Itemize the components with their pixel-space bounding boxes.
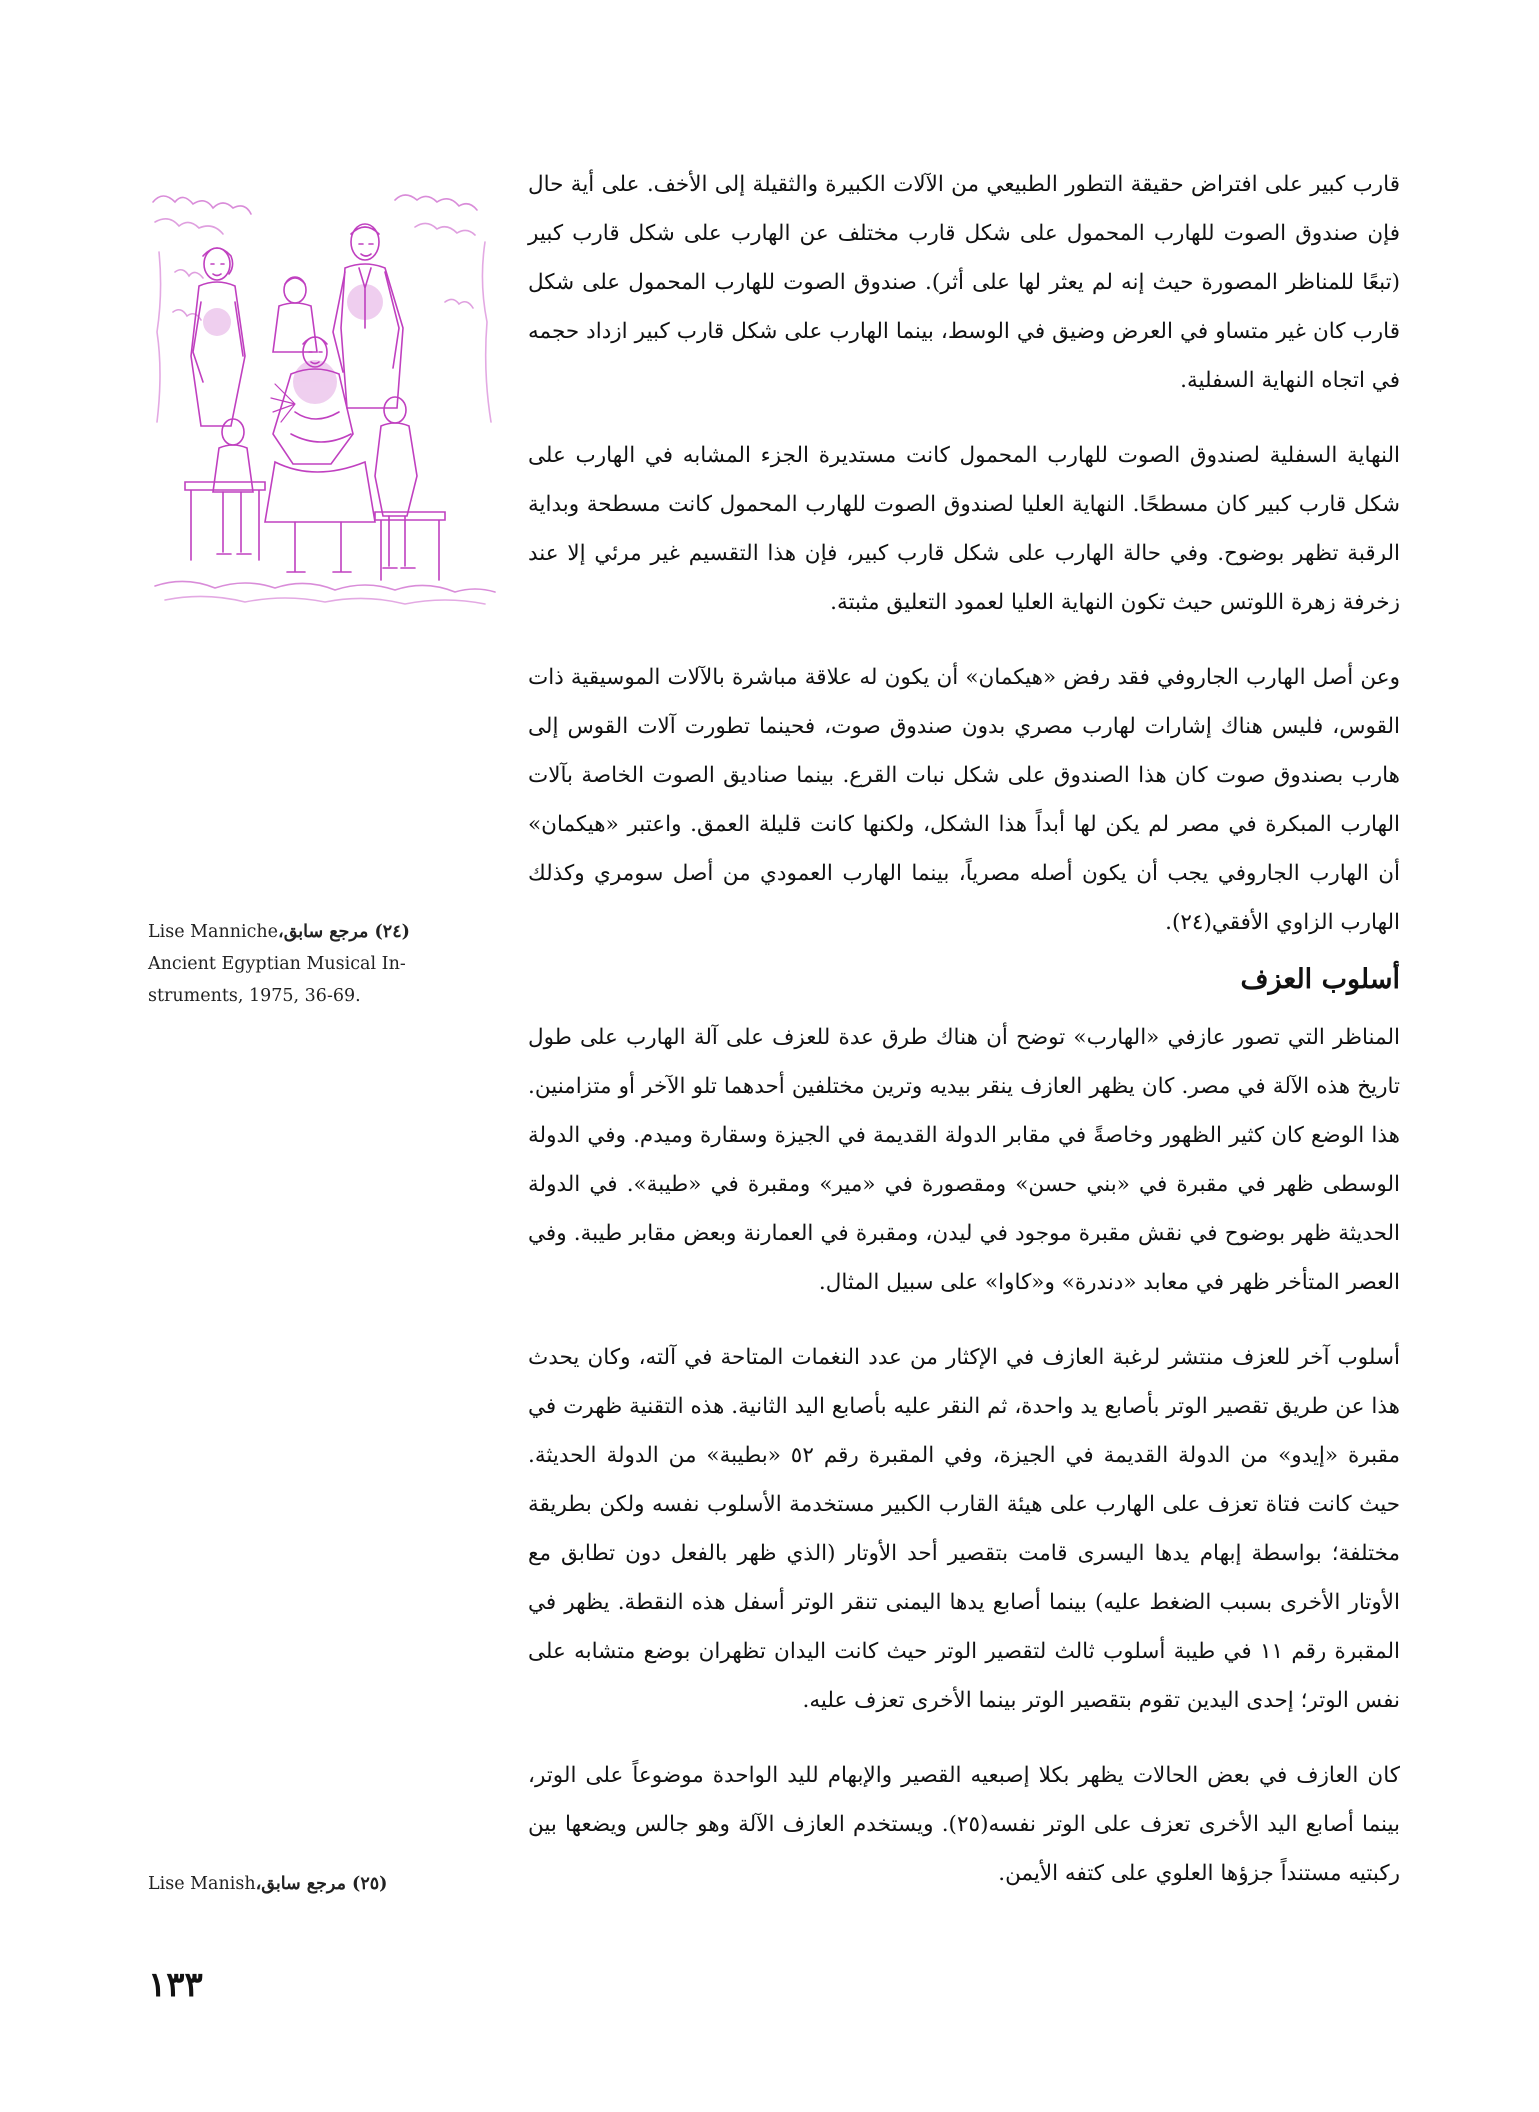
family-portrait-illustration	[145, 182, 507, 606]
footnote-label: (٢٤) مرجع سابق،	[278, 922, 410, 942]
footnote-24	[148, 916, 528, 1012]
footnote-25	[148, 1868, 528, 1900]
paragraph: المناظر التي تصور عازفي «الهارب» توضح أن هناك طرق عدة للعزف على آلة الهارب على طول تاريخ هذه الآلة في مصر. كان يظهر العازف ينقر بيديه وترين مختلفين أحدهما تلو الآخر أو متزامنين. هذا الوضع كان كثير الظهور وخاصةً في مقابر الدولة القديمة في الجيزة وسقارة وميدم. وفي الدولة الوسطى ظهر في مقبرة في «بني حسن» ومقصورة في «مير» ومقبرة في «طيبة». في الدولة الحديثة ظهر بوضوح في نقش مقبرة موجود في ليدن، ومقبرة في العمارنة وبعض مقابر طيبة. وفي العصر المتأخر ظهر في معابد «دندرة» و«كاوا» على سبيل المثال.	[528, 1025, 1400, 1295]
footnote-label: (٢٥) مرجع سابق،	[255, 1874, 388, 1894]
page-number: ١٣٣	[148, 1965, 203, 2005]
paragraph: أسلوب آخر للعزف منتشر لرغبة العازف في الإكثار من عدد النغمات المتاحة في آلته، وكان يحدث هذا عن طريق تقصير الوتر بأصابع يد واحدة، ثم النقر عليه بأصابع اليد الثانية. هذه التقنية ظهرت في مقبرة «إيدو» من الدولة القديمة في الجيزة، وفي المقبرة رقم ٥٢ «بطيبة» من الدولة الحديثة. حيث كانت فتاة تعزف على الهارب على هيئة القارب الكبير مستخدمة الأسلوب نفسه ولكن بطريقة مختلفة؛ بواسطة إبهام يدها اليسرى قامت بتقصير أحد الأوتار (الذي ظهر بالفعل دون تطابق مع الأوتار الأخرى بسبب الضغط عليه) بينما أصابع يدها اليمنى تنقر الوتر أسفل هذه النقطة. يظهر في المقبرة رقم ١١ في طيبة أسلوب ثالث لتقصير الوتر حيث كانت اليدان تظهران بوضع متشابه على نفس الوتر؛ إحدى اليدين تقوم بتقصير الوتر بينما الأخرى تعزف عليه.	[528, 1345, 1400, 1713]
footnote-reference-text: Lise Manish	[148, 1874, 256, 1894]
footnote-line: struments, 1975, 36-69.	[148, 986, 361, 1006]
paragraph: قارب كبير على افتراض حقيقة التطور الطبيعي من الآلات الكبيرة والثقيلة إلى الأخف. على أية حال فإن صندوق الصوت للهارب المحمول على شكل قارب مختلف عن الهارب على شكل قارب كبير (تبعًا للمناظر المصورة حيث إنه لم يعثر لها على أثر). صندوق الصوت للهارب المحمول على شكل قارب كان غير متساو في العرض وضيق في الوسط، بينما الهارب على شكل قارب كبير ازداد حجمه في اتجاه النهاية السفلية.	[528, 172, 1400, 393]
paragraph: كان العازف في بعض الحالات يظهر بكلا إصبعيه القصير والإبهام لليد الواحدة موضوعاً على الوتر، بينما أصابع اليد الأخرى تعزف على الوتر نفسه(٢٥). ويستخدم العازف الآلة وهو جالس ويضعها بين ركبتيه مستنداً جزؤها العلوي على كتفه الأيمن.	[528, 1763, 1400, 1886]
footnote-line: Ancient Egyptian Musical In-	[148, 954, 406, 974]
footnote-reference-text: Lise Manniche	[148, 922, 279, 942]
section-heading: أسلوب العزف	[1240, 964, 1400, 995]
paragraph: النهاية السفلية لصندوق الصوت للهارب المحمول كانت مستديرة الجزء المشابه في الهارب على شكل قارب كبير كان مسطحًا. النهاية العليا لصندوق الصوت للهارب المحمول كانت مسطحة وبداية الرقبة تظهر بوضوح. وفي حالة الهارب على شكل قارب كبير، فإن هذا التقسيم غير مرئي إلا عند زخرفة زهرة اللوتس حيث تكون النهاية العليا لعمود التعليق مثبتة.	[528, 443, 1400, 615]
paragraph: وعن أصل الهارب الجاروفي فقد رفض «هيكمان» أن يكون له علاقة مباشرة بالآلات الموسيقية ذات القوس، فليس هناك إشارات لهارب مصري بدون صندوق صوت، فحينما تطورت آلات القوس إلى هارب بصندوق صوت كان هذا الصندوق على شكل نبات القرع. بينما صناديق الصوت الخاصة بآلات الهارب المبكرة في مصر لم يكن لها أبداً هذا الشكل، ولكنها كانت قليلة العمق. واعتبر «هيكمان» أن الهارب الجاروفي يجب أن يكون أصله مصرياً، بينما الهارب العمودي من أصل سومري وكذلك الهارب الزاوي الأفقي(٢٤).	[528, 665, 1400, 935]
main-text-column	[528, 160, 1400, 1924]
